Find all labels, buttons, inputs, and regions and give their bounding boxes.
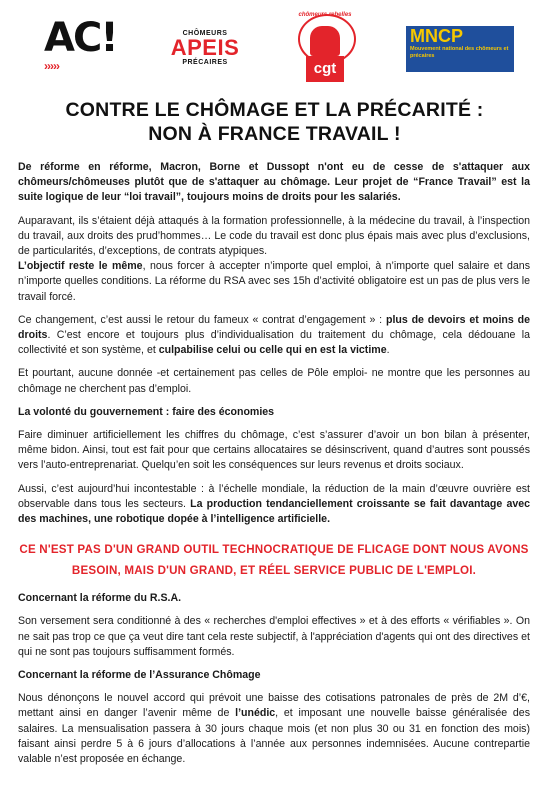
paragraph-2-text: , nous forcer à accepter n’importe quel emploi, à n’importe quel salaire et dans n’importe quelles conditions. La réforme du RSA avec ses 15h d’activité obligatoire est un pas de plus vers le travail forcé. [18,260,530,303]
paragraph-3-text-c: . [386,344,390,357]
red-callout-line1: CE N'EST PAS D'UN GRAND OUTIL TECHNOCRATIQUE DE FLICAGE DONT NOUS AVONS [19,543,529,557]
paragraph-3-bold-b: culpabilise celui ou celle qui en est la victime [158,344,387,357]
ac-logo [44,15,117,73]
title-line1: CONTRE LE CHÔMAGE ET LA PRÉCARITÉ : [65,99,484,121]
section-heading-economies: La volonté du gouvernement : faire des économies [18,405,275,418]
paragraph-8 [18,691,530,767]
intro-text: De réforme en réforme, Macron, Borne et Dussopt n'ont eu de cesse de s'attaquer aux chômeurs/chômeuses plutôt que de s'attaquer au chômage. Leur projet de “France Travail” est la suite logique de leur “loi travail”, toujours moins de droits pour les salariés. [18,161,530,204]
paragraph-3-text-a: Ce changement, c’est aussi le retour du fameux « contrat d’engagement » : [18,313,386,326]
mncp-logo [406,26,514,72]
article-body [18,160,530,775]
logo-bar [0,0,549,92]
apeis-logo-line1: CHÔMEURS [182,30,228,37]
paragraph-7-text: Son versement sera conditionné à des « recherches d'emploi effectives » et à des efforts « vérifiables ». On ne sait pas trop ce que ça veut dire tant cela reste subjectif, à l'appréciation d'agents qui ont des directives et qui ne sont pas toujours suffisamment formés. [18,615,530,658]
red-callout [18,539,530,581]
cgt-logo-figure-icon [310,26,340,56]
apeis-logo-line3: PRÉCAIRES [182,59,228,66]
paragraph-8-text-a: Nous dénonçons le nouvel accord qui prévoit une baisse des cotisations patronales de près de 2M d’€, mettant ainsi en danger l’avenir même de [18,692,530,720]
paragraph-1 [18,214,530,260]
cgt-logo-ring-text: chômeurs rebelles [298,12,352,18]
paragraph-8-text-b: , et imposant une nouvelle baisse généralisée des salaires. La mensualisation passera à 30 jours chaque mois (et non plus 30 ou 31 en fonction des mois) faisant ainsi perdre 5 à 6 jours d’allocations à l’année aux personnes indemnisées. Aucune contrepartie valable n’est proposée en échange. [18,707,530,766]
intro-paragraph [18,160,530,206]
paragraph-2 [18,259,530,305]
section-heading-assurance-chomage: Concernant la réforme de l’Assurance Chômage [18,669,261,682]
cgt-logo-badge: cgt [306,56,344,82]
cgt-logo [292,12,358,84]
paragraph-5 [18,428,530,474]
paragraph-2-bold: L’objectif reste le même [18,260,143,273]
paragraph-6-bold: La production tendanciellement croissante se fait davantage avec des machines, une robotique dopée à l’intelligence artificielle. [18,497,531,526]
red-callout-line2: BESOIN, MAIS D'UN GRAND, ET RÉEL SERVICE PUBLIC DE L'EMPLOI. [71,564,477,578]
section-heading-rsa: Concernant la réforme du R.S.A. [18,592,182,605]
page-title [0,98,549,146]
paragraph-1-text: Auparavant, ils s’étaient déjà attaqués à la formation professionnelle, à la médecine du travail, à l’inspection du travail, aux droits des prud’hommes… Le code du travail est donc plus épais mais avec plus d’exclusions, de particularités, d’exceptions, de contrats atypiques. [18,214,530,258]
paragraph-8-bold: l’unédic [235,707,276,720]
paragraph-6 [18,482,530,528]
mncp-logo-name: MNCP [410,26,463,46]
paragraph-3 [18,313,530,359]
paragraph-5-text: Faire diminuer artificiellement les chiffres du chômage, c’est s’assurer d’avoir un bon bilan à présenter, même bidon. Ainsi, tout est fait pour que certains allocataires se désinscrivent, quand d’autres sont poussés vers l’auto-entreprenariat. Quelqu’en soit les conséquences sur leurs revenus et droits sociaux. [18,429,530,472]
apeis-logo-name: APEIS [170,35,240,60]
paragraph-4 [18,366,530,396]
paragraph-3-text-b: . C’est encore et toujours plus d’individualisation du traitement du chômage, cela dédouane la collectivité et son système, et [18,329,530,357]
title-line2: NON À FRANCE TRAVAIL ! [148,123,401,145]
paragraph-4-text: Et pourtant, aucune donnée -et certainement pas celles de Pôle emploi- ne montre que les personnes au chômage ne cherchent pas d’emploi. [18,367,530,395]
paragraph-3-bold-a: plus de devoirs et moins de droits [18,313,530,342]
mncp-logo-subtitle: Mouvement national des chômeurs et précaires [410,46,509,59]
ac-logo-arrows: ››››› [44,59,59,73]
paragraph-6-text: Aussi, c’est aujourd’hui incontestable : à l’échelle mondiale, la réduction de la main d’œuvre ouvrière est observable dans tous les secteurs. [18,482,530,510]
apeis-logo [160,30,250,66]
paragraph-7 [18,614,530,660]
ac-logo-text: AC! [44,15,117,61]
